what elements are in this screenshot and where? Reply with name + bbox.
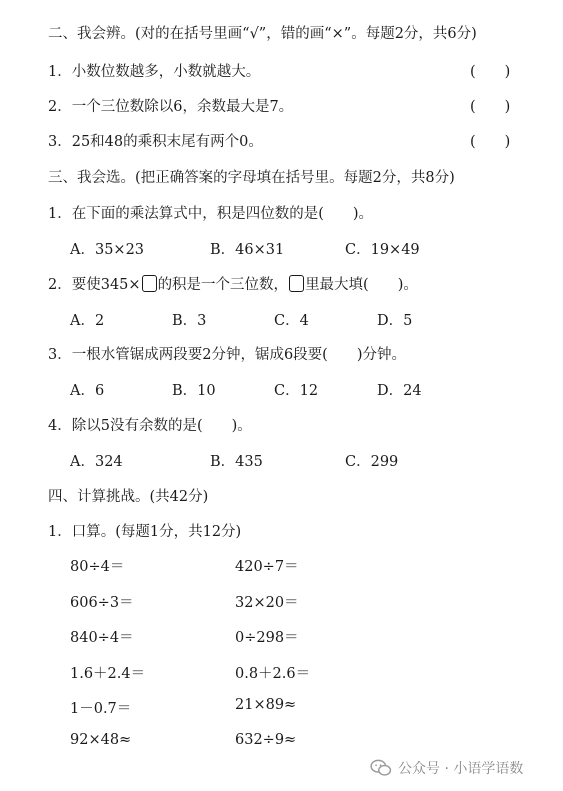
choice-1-option-b[interactable]: B．46×31: [210, 242, 285, 258]
choice-4-option-b[interactable]: B．435: [210, 454, 263, 470]
choice-2-option-b[interactable]: B．3: [172, 313, 207, 329]
choice-3-option-c[interactable]: C．12: [274, 383, 319, 399]
judge-question-2: 2．一个三位数除以6，余数最大是7。: [48, 99, 294, 115]
choice-3-option-a[interactable]: A．6: [70, 383, 105, 399]
calc-item[interactable]: 21×89≈: [235, 697, 297, 713]
calc-item[interactable]: 632÷9≈: [235, 732, 297, 748]
calc-item[interactable]: 1.6＋2.4＝: [70, 666, 146, 682]
calc-item[interactable]: 0÷298＝: [235, 630, 299, 646]
choice-4-option-c[interactable]: C．299: [345, 454, 399, 470]
choice-2-option-a[interactable]: A．2: [70, 313, 105, 329]
choice-2-option-c[interactable]: C．4: [274, 313, 309, 329]
choice-4-option-a[interactable]: A．324: [70, 454, 123, 470]
judge-answer-paren-3[interactable]: ( ): [470, 134, 511, 150]
choice-question-3: 3．一根水管锯成两段要2分钟，锯成6段要( )分钟。: [48, 347, 406, 363]
watermark-text: 公众号 · 小语学语数: [398, 761, 524, 777]
calc-item[interactable]: 420÷7＝: [235, 559, 299, 575]
choice-3-option-b[interactable]: B．10: [172, 383, 216, 399]
calc-item[interactable]: 1－0.7＝: [70, 701, 132, 717]
section-4-title: 四、计算挑战。(共42分): [48, 489, 209, 505]
calc-item[interactable]: 80÷4＝: [70, 559, 125, 575]
calc-item[interactable]: 840÷4＝: [70, 630, 134, 646]
choice-2-option-d[interactable]: D．5: [377, 313, 413, 329]
judge-answer-paren-2[interactable]: ( ): [470, 99, 511, 115]
wechat-logo-icon: [370, 759, 392, 777]
choice-1-option-a[interactable]: A．35×23: [70, 242, 145, 258]
watermark: [370, 758, 523, 778]
judge-question-1: 1．小数位数越多，小数就越大。: [48, 64, 261, 80]
choice-3-option-d[interactable]: D．24: [377, 383, 422, 399]
choice-question-4: 4．除以5没有余数的是( )。: [48, 418, 252, 434]
choice-question-2: [48, 273, 418, 294]
judge-question-3: 3．25和48的乘积末尾有两个0。: [48, 134, 263, 150]
blank-box: [289, 275, 304, 292]
judge-answer-paren-1[interactable]: ( ): [470, 64, 511, 80]
calc-item[interactable]: 92×48≈: [70, 732, 132, 748]
choice-question-2-part1: 2．要使345×: [48, 277, 141, 293]
choice-1-option-c[interactable]: C．19×49: [345, 242, 420, 258]
choice-question-1: 1．在下面的乘法算式中，积是四位数的是( )。: [48, 206, 374, 222]
section-2-title: 二、我会辨。(对的在括号里画“√”，错的画“×”。每题2分，共6分): [48, 26, 477, 42]
choice-question-2-part3: 里最大填( )。: [305, 277, 418, 293]
calc-item[interactable]: 606÷3＝: [70, 595, 134, 611]
section-3-title: 三、我会选。(把正确答案的字母填在括号里。每题2分，共8分): [48, 170, 455, 186]
calc-item[interactable]: 0.8＋2.6＝: [235, 666, 311, 682]
calc-item[interactable]: 32×20＝: [235, 595, 299, 611]
blank-box: [142, 275, 157, 292]
choice-question-2-part2: 的积是一个三位数，: [157, 277, 289, 293]
oral-calc-subtitle: 1．口算。(每题1分，共12分): [48, 524, 242, 540]
